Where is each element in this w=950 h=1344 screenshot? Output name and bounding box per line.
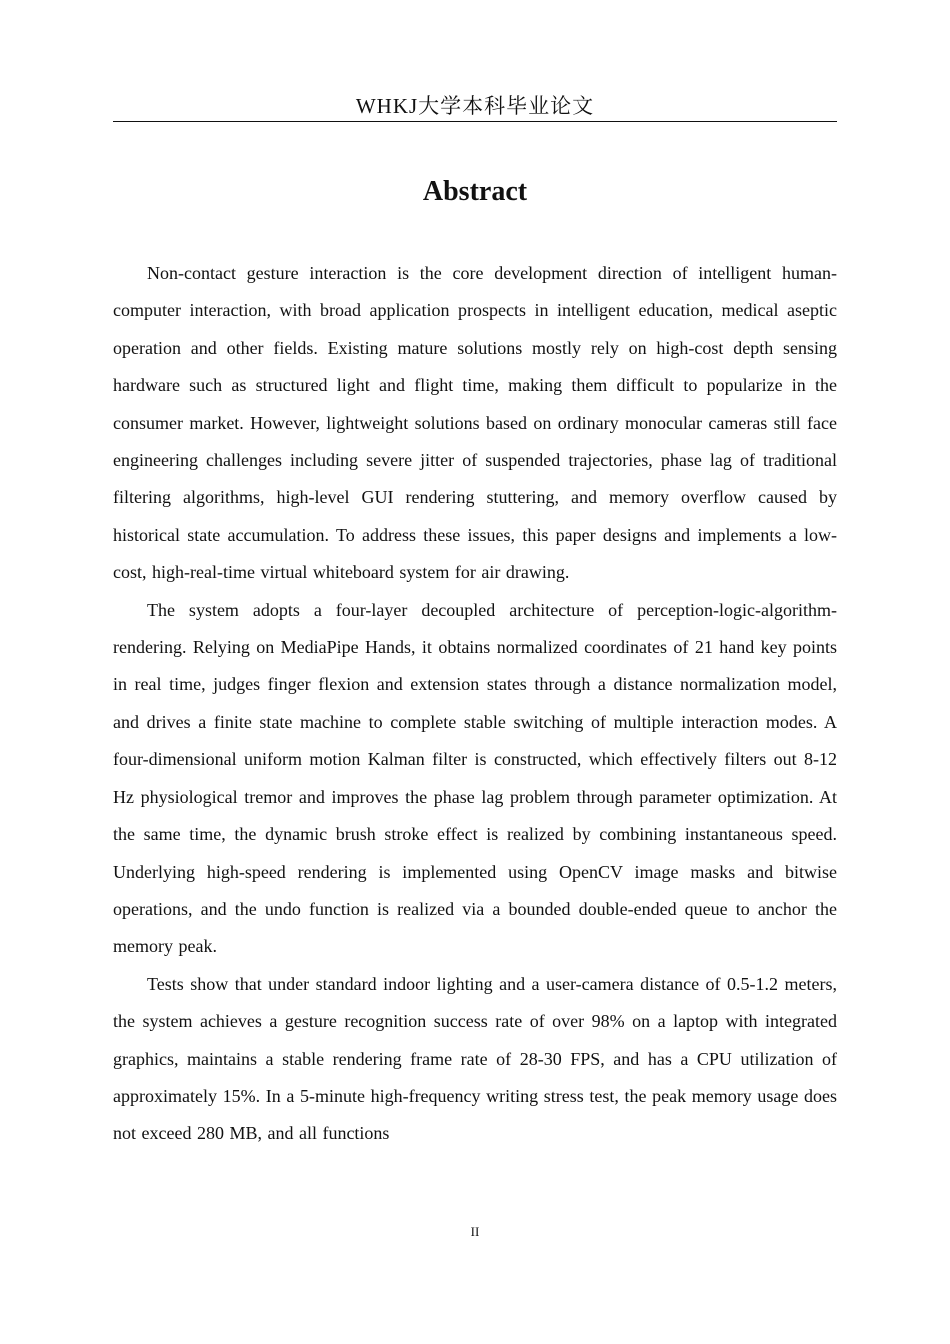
page-number: II xyxy=(470,1224,480,1239)
abstract-heading: Abstract xyxy=(422,176,528,207)
running-header: WHKJ大学本科毕业论文 xyxy=(355,94,595,118)
abstract-body xyxy=(113,255,837,1153)
abstract-paragraph-3: Tests show that under standard indoor lighting and a user-camera distance of 0.5-1.2 meters, the system achieves a gesture recognition success rate of over 98% on a laptop with integrated graphics, maintains a stable rendering frame rate of 28-30 FPS, and has a CPU utilization of approximately 15%. In a 5-minute high-frequency writing stress test, the peak memory usage does not exceed 280 MB, and all functions xyxy=(113,973,837,1144)
abstract-paragraph-1: Non-contact gesture interaction is the core development direction of intelligent human-computer interaction, with broad application prospects in intelligent education, medical aseptic operation and other fields. Existing mature solutions mostly rely on high-cost depth sensing hardware such as structured light and flight time, making them difficult to popularize in the consumer market. However, lightweight solutions based on ordinary monocular cameras still face engineering challenges including severe jitter of suspended trajectories, phase lag of traditional filtering algorithms, high-level GUI rendering stuttering, and memory overflow caused by historical state accumulation. To address these issues, this paper designs and implements a low-cost, high-real-time virtual whiteboard system for air drawing. xyxy=(113,263,837,583)
header-rule xyxy=(113,121,837,122)
abstract-paragraph-2: The system adopts a four-layer decoupled architecture of perception-logic-algorithm-rendering. Relying on MediaPipe Hands, it obtains normalized coordinates of 21 hand key points in real time, judges finger flexion and extension states through a distance normalization model, and drives a finite state machine to complete stable switching of multiple interaction modes. A four-dimensional uniform motion Kalman filter is constructed, which effectively filters out 8-12 Hz physiological tremor and improves the phase lag problem through parameter optimization. At the same time, the dynamic brush stroke effect is realized by combining instantaneous speed. Underlying high-speed rendering is implemented using OpenCV image masks and bitwise operations, and the undo function is realized via a bounded double-ended queue to anchor the memory peak. xyxy=(113,599,837,957)
